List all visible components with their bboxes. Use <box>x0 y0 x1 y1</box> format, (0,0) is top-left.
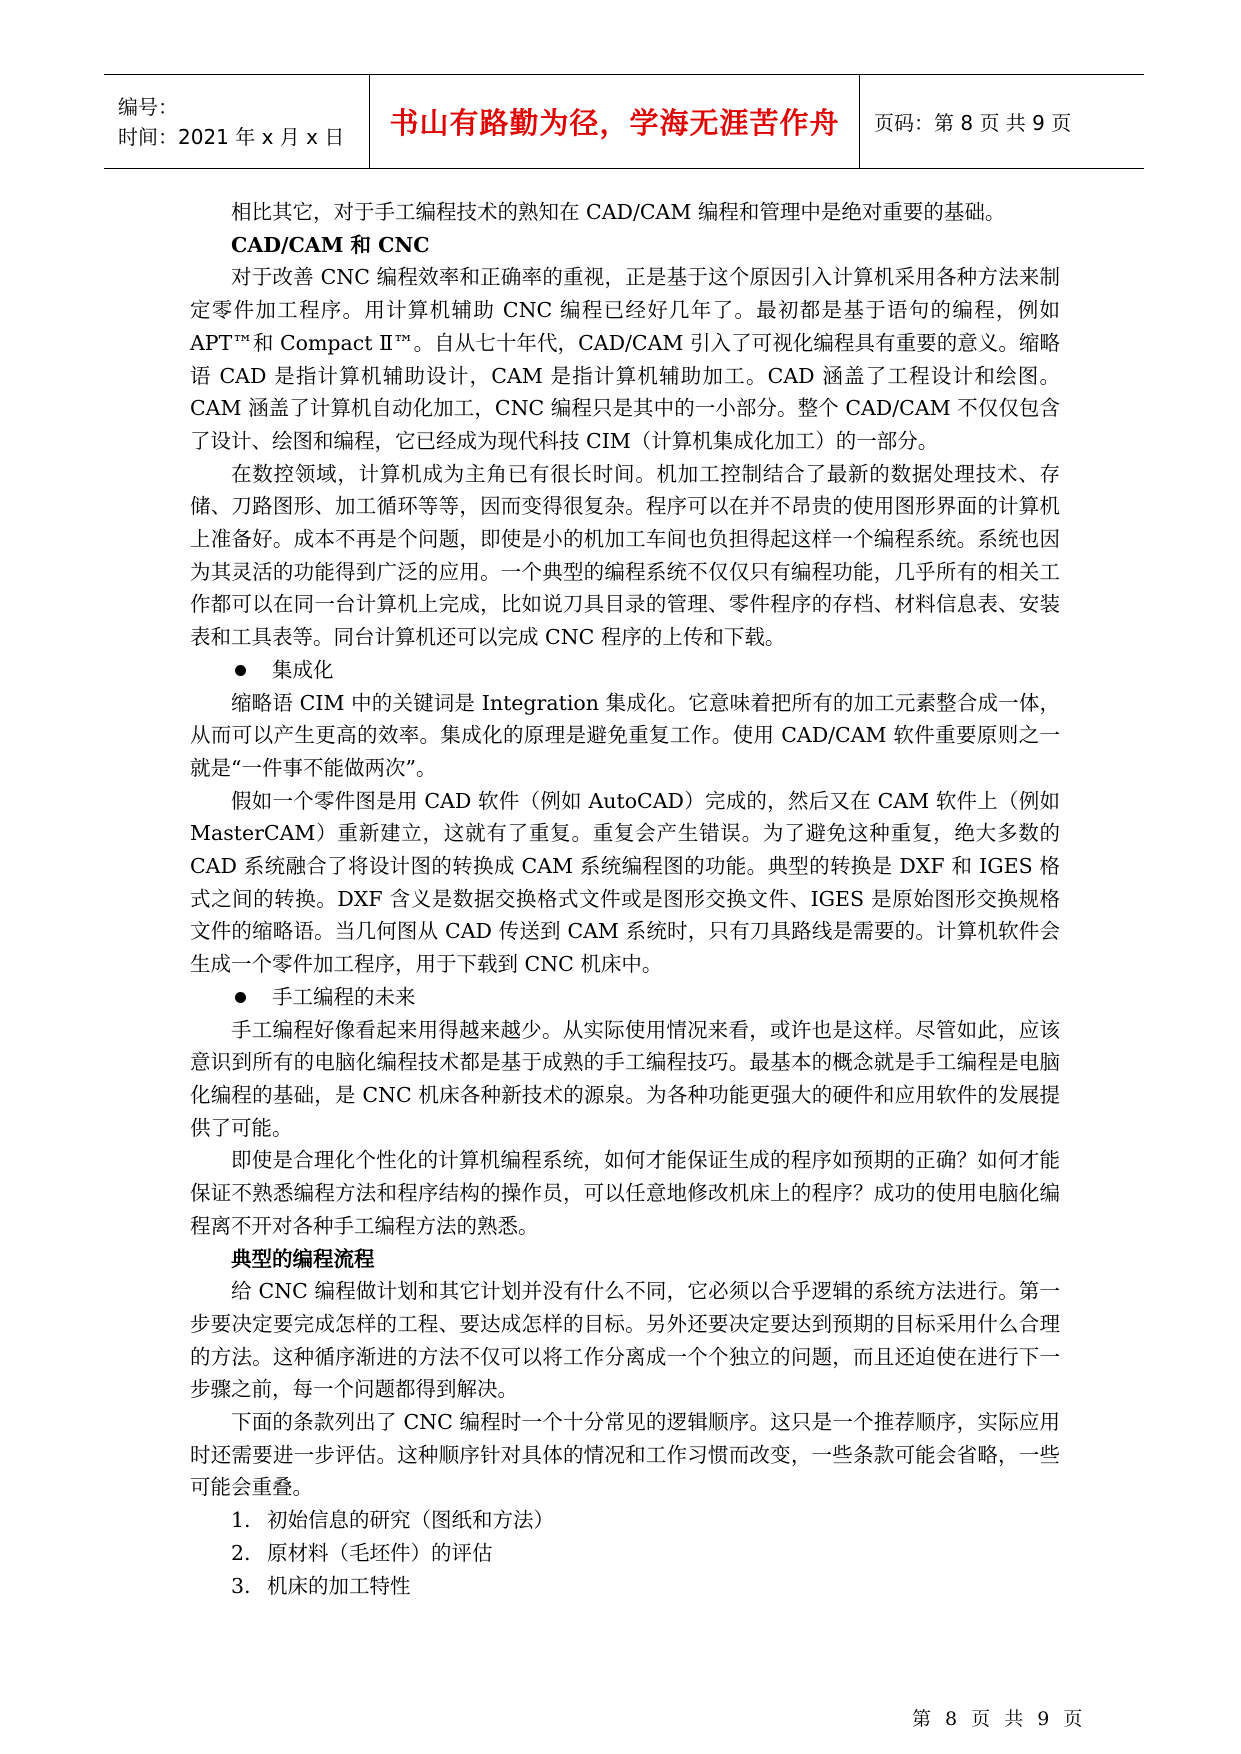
list-text: 初始信息的研究（图纸和方法） <box>267 1508 554 1533</box>
list-item <box>190 1504 1060 1537</box>
page-header <box>104 74 1144 169</box>
bullet-text: 集成化 <box>272 657 334 682</box>
list-number: 1. <box>231 1508 251 1533</box>
motto-text: 书山有路勤为径，学海无涯苦作舟 <box>389 106 840 140</box>
paragraph: 假如一个零件图是用 CAD 软件（例如 AutoCAD）完成的，然后又在 CAM 软件上（例如 MasterCAM）重新建立，这就有了重复。重复会产生错误。为了避免这种重复，绝大多数的 CAD 系统融合了将设计图的转换成 CAM 系统编程图的功能。典型的转换是 DXF 和 IGES 格式之间的转换。DXF 含义是数据交换格式文件或是图形交换文件、IGES 是原始图形交换规格文件的缩略语。当几何图从 CAD 传送到 CAM 系统时，只有刀具路线是需要的。计算机软件会生成一个零件加工程序，用于下载到 CNC 机床中。 <box>190 788 1060 977</box>
paragraph: 缩略语 CIM 中的关键词是 Integration 集成化。它意味着把所有的加工元素整合成一体，从而可以产生更高的效率。集成化的原理是避免重复工作。使用 CAD/CAM 软件重要原则之一就是“一件事不能做两次”。 <box>190 690 1060 780</box>
bullet-dot-icon <box>235 992 246 1003</box>
header-page-cell <box>860 75 1144 168</box>
header-motto-cell <box>370 75 860 168</box>
section-heading: 典型的编程流程 <box>231 1246 375 1271</box>
section-heading: CAD/CAM 和 CNC <box>231 232 430 257</box>
number-label: 编号： <box>118 94 178 119</box>
paragraph: 即使是合理化个性化的计算机编程系统，如何才能保证生成的程序如预期的正确？如何才能保证不熟悉编程方法和程序结构的操作员，可以任意地修改机床上的程序？成功的使用电脑化编程离不开对各种手工编程方法的熟悉。 <box>190 1148 1060 1238</box>
list-number: 2. <box>231 1540 251 1565</box>
list-item <box>190 1537 1060 1570</box>
list-number: 3. <box>231 1573 251 1598</box>
paragraph: 手工编程好像看起来用得越来越少。从实际使用情况来看，或许也是这样。尽管如此，应该意识到所有的电脑化编程技术都是基于成熟的手工编程技巧。最基本的概念就是手工编程是电脑化编程的基础，是 CNC 机床各种新技术的源泉。为各种功能更强大的硬件和应用软件的发展提供了可能。 <box>190 1017 1060 1140</box>
header-page-label: 页码：第 8 页 共 9 页 <box>874 111 1072 135</box>
bullet-item <box>190 654 1060 687</box>
page-footer: 第 8 页 共 9 页 <box>912 1708 1087 1730</box>
bullet-text: 手工编程的未来 <box>272 984 416 1009</box>
paragraph: 对于改善 CNC 编程效率和正确率的重视，正是基于这个原因引入计算机采用各种方法来制定零件加工程序。用计算机辅助 CNC 编程已经好几年了。最初都是基于语句的编程，例如 APT™和 Compact Ⅱ™。自从七十年代，CAD/CAM 引入了可视化编程具有重要的意义。缩略语 CAD 是指计算机辅助设计，CAM 是指计算机辅助加工。CAD 涵盖了工程设计和绘图。CAM 涵盖了计算机自动化加工，CNC 编程只是其中的一小部分。整个 CAD/CAM 不仅仅包含了设计、绘图和编程，它已经成为现代科技 CIM（计算机集成化加工）的一部分。 <box>190 265 1060 453</box>
list-text: 原材料（毛坯件）的评估 <box>267 1540 493 1565</box>
bullet-item <box>190 981 1060 1014</box>
header-info <box>104 75 370 168</box>
document-body <box>190 196 1060 1602</box>
paragraph: 下面的条款列出了 CNC 编程时一个十分常见的逻辑顺序。这只是一个推荐顺序，实际应用时还需要进一步评估。这种顺序针对具体的情况和工作习惯而改变，一些条款可能会省略，一些可能会重叠。 <box>190 1410 1060 1500</box>
bullet-dot-icon <box>235 665 246 676</box>
paragraph: 相比其它，对于手工编程技术的熟知在 CAD/CAM 编程和管理中是绝对重要的基础。 <box>231 200 1006 224</box>
time-label: 时间：2021 年 x 月 x 日 <box>118 124 345 149</box>
paragraph: 给 CNC 编程做计划和其它计划并没有什么不同，它必须以合乎逻辑的系统方法进行。第一步要决定要完成怎样的工程、要达成怎样的目标。另外还要决定要达到预期的目标采用什么合理的方法。这种循序渐进的方法不仅可以将工作分离成一个个独立的问题，而且还迫使在进行下一步骤之前，每一个问题都得到解决。 <box>190 1279 1060 1402</box>
list-text: 机床的加工特性 <box>267 1573 411 1598</box>
list-item <box>190 1570 1060 1603</box>
paragraph: 在数控领域，计算机成为主角已有很长时间。机加工控制结合了最新的数据处理技术、存储、刀路图形、加工循环等等，因而变得很复杂。程序可以在并不昂贵的使用图形界面的计算机上准备好。成本不再是个问题，即使是小的机加工车间也负担得起这样一个编程系统。系统也因为其灵活的功能得到广泛的应用。一个典型的编程系统不仅仅只有编程功能，几乎所有的相关工作都可以在同一台计算机上完成，比如说刀具目录的管理、零件程序的存档、材料信息表、安装表和工具表等。同台计算机还可以完成 CNC 程序的上传和下载。 <box>190 461 1060 650</box>
